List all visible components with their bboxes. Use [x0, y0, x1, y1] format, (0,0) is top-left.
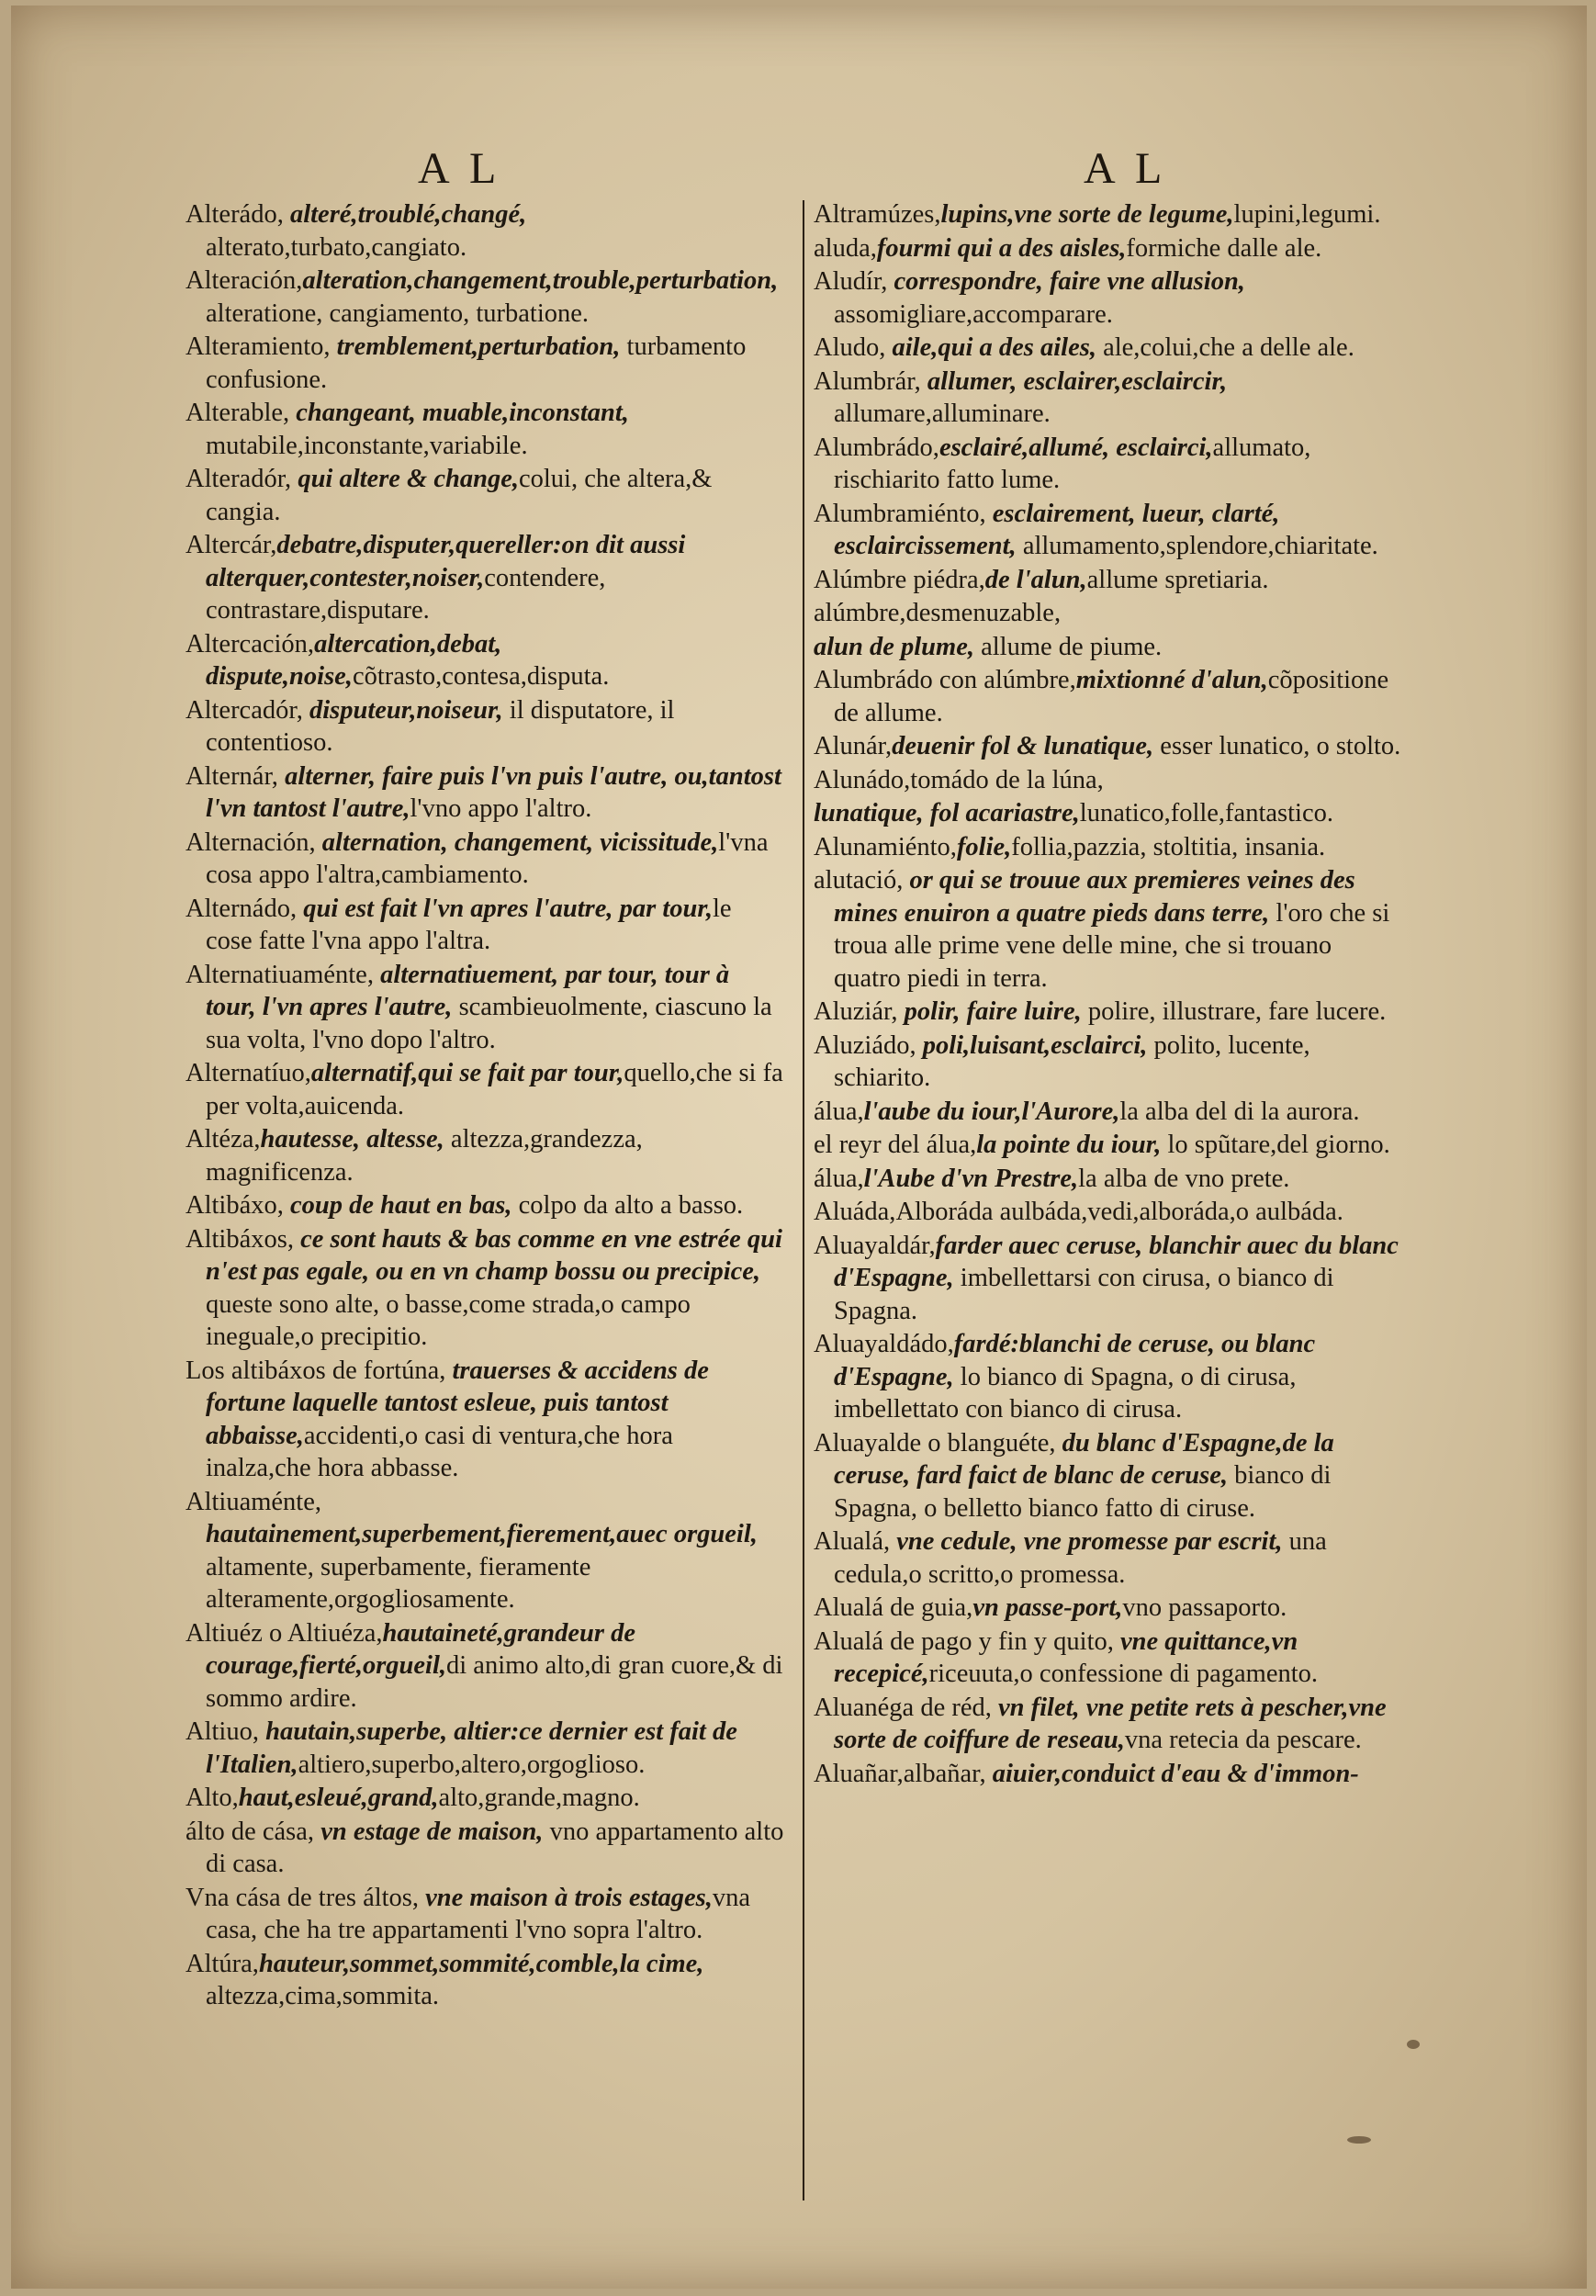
dictionary-entry [185, 1123, 784, 1188]
italian-gloss: esser lunatico, o stolto. [1153, 732, 1401, 760]
french-gloss: trauerses & accidens de fortune laquelle tantost esleue, puis tantost abbaisse, [206, 1356, 709, 1450]
headword: Aluanéga de réd, [814, 1693, 992, 1722]
french-gloss: lunatique, fol acariastre, [814, 799, 1080, 827]
french-gloss: vn filet, vne petite rets à pescher,vne sorte de coiffure de reseau, [834, 1693, 1387, 1754]
italian-gloss: allume de piume. [973, 632, 1163, 661]
headword: Aluziádo, [814, 1030, 916, 1060]
dictionary-entry [814, 265, 1401, 331]
french-gloss: alternatif,qui se fait par tour, [310, 1059, 624, 1087]
french-gloss: changeant, muable,inconstant, [289, 399, 629, 427]
french-gloss: esclairé,allumé, esclairci, [938, 433, 1213, 462]
headword: Altéza, [185, 1125, 261, 1154]
dictionary-entry [814, 1196, 1401, 1229]
french-gloss: hautesse, altesse, [260, 1125, 444, 1154]
dictionary-entry [814, 1096, 1401, 1129]
french-gloss: haut,esleué,grand, [238, 1784, 439, 1812]
dictionary-entry [185, 694, 784, 760]
headword: Alternación, [185, 827, 316, 857]
italian-gloss: allumamento,splendore,chiaritate. [1016, 532, 1378, 560]
headword: alúmbre, [814, 599, 906, 627]
italian-gloss: alto,grande,magno. [438, 1784, 640, 1812]
headword: Aludír, [814, 267, 888, 296]
headword: Alternár, [185, 761, 278, 791]
french-gloss: altercation,debat, dispute,noise, [206, 629, 502, 691]
italian-gloss: polire, illustrare, fare lucere. [1081, 997, 1387, 1026]
dictionary-entry [814, 432, 1401, 497]
french-gloss: hauteur,sommet,sommité,comble,la cime, [258, 1949, 704, 1978]
headword: Alteramiento, [185, 332, 331, 361]
dictionary-entry [185, 1716, 784, 1781]
headword: Aluáda, [814, 1198, 896, 1226]
headword: Altibáxos, [185, 1224, 294, 1254]
french-gloss: vn estage de maison, [314, 1817, 544, 1846]
dictionary-entry [814, 1626, 1401, 1691]
dictionary-entry [814, 366, 1401, 431]
dictionary-entry [185, 1486, 784, 1616]
dictionary-entry [814, 232, 1401, 265]
dictionary-entry [185, 529, 784, 627]
headword: Altercár, [185, 531, 277, 559]
italian-gloss: queste sono alte, o basse,come strada,o campo ineguale,o precipitio. [206, 1289, 691, 1351]
dictionary-entry [814, 198, 1401, 231]
italian-gloss: l'vno appo l'altro. [410, 794, 592, 823]
italian-gloss: di animo alto,di gran cuore,& di sommo ardire. [206, 1651, 783, 1713]
headword: Alterable, [185, 399, 290, 427]
headword: Alterádo, [185, 200, 284, 229]
dictionary-entry [185, 893, 784, 958]
dictionary-entry [814, 631, 1401, 664]
italian-gloss: altiero,superbo,altero,orgoglioso. [298, 1750, 646, 1779]
headword: Altercación, [185, 629, 315, 658]
dictionary-entry [185, 628, 784, 693]
dictionary-entry [185, 1948, 784, 2013]
headword: Alumbrár, [814, 366, 921, 396]
french-gloss: qui altere & change, [291, 465, 519, 493]
french-gloss: deuenir fol & lunatique, [892, 732, 1154, 760]
italian-gloss: cõpositione de allume. [834, 666, 1389, 727]
headword: Alternatiuaménte, [185, 960, 374, 989]
italian-gloss: allumato, rischiarito fatto lume. [834, 433, 1311, 494]
italian-gloss: la alba del di la aurora. [1119, 1097, 1360, 1126]
dictionary-entry [814, 831, 1401, 864]
french-gloss: farder auec ceruse, blanchir auec du blanc d'Espagne, [834, 1231, 1399, 1292]
headword: Altramúzes, [814, 200, 941, 229]
dictionary-entry [185, 1882, 784, 1947]
italian-gloss: assomigliare,accomparare. [834, 299, 1113, 329]
italian-gloss: lupini,legumi. [1233, 200, 1381, 229]
headword: Aluayaldár, [814, 1231, 936, 1260]
dictionary-page [11, 6, 1587, 2289]
italian-gloss: il disputatore, il contentioso. [206, 695, 675, 757]
italian-gloss: polito, lucente, schiarito. [834, 1030, 1310, 1092]
dictionary-entry [185, 397, 784, 462]
dictionary-entry [814, 1129, 1401, 1162]
french-gloss: alteré,troublé,changé, [283, 200, 527, 229]
dictionary-entry [814, 498, 1401, 563]
dictionary-entry [814, 1030, 1401, 1095]
headword: Alunádo, [814, 765, 911, 794]
headword: el reyr del álua, [814, 1131, 977, 1159]
french-gloss: de l'alun, [984, 565, 1087, 594]
italian-gloss: la alba de vno prete. [1078, 1164, 1290, 1193]
headword: Alternatíuo, [185, 1059, 311, 1087]
french-gloss: alteration,changement,trouble,perturbation, [302, 266, 779, 295]
dictionary-entry [185, 1355, 784, 1485]
italian-gloss: contendere, contrastare,disputare. [206, 563, 606, 625]
italian-gloss: cõtrasto,contesa,disputa. [352, 662, 610, 691]
column-divider [803, 200, 804, 2200]
italian-gloss: l'vna cosa appo l'altra,cambiamento. [206, 827, 769, 889]
headword: Alumbramiénto, [814, 499, 986, 528]
dictionary-entry [185, 1617, 784, 1716]
italian-gloss: lo bianco di Spagna, o di cirusa, imbellettato con bianco di cirusa. [834, 1362, 1297, 1424]
dictionary-entry [185, 1816, 784, 1881]
french-gloss: la pointe du iour, [976, 1131, 1162, 1159]
headword: álua, [814, 1097, 864, 1126]
dictionary-entry [814, 864, 1401, 995]
headword: Alunár, [814, 732, 893, 760]
french-gloss: polir, faire luire, [897, 997, 1082, 1026]
headword: Alualá de pago y fin y quito, [814, 1626, 1114, 1656]
french-gloss: vne maison à trois estages, [419, 1883, 713, 1912]
french-gloss: poli,luisant,esclairci, [916, 1030, 1148, 1060]
french-gloss: alternation, changement, vicissitude, [315, 827, 719, 857]
italian-gloss: vna casa, che ha tre appartamenti l'vno sopra l'altro. [206, 1883, 751, 1944]
french-gloss: alternatiuement, par tour, tour à tour, l'vn apres l'autre, [206, 960, 730, 1021]
dictionary-entry [185, 1057, 784, 1122]
italian-gloss: lunatico,folle,fantastico. [1079, 799, 1333, 827]
french-gloss: correspondre, faire vne allusion, [887, 267, 1245, 296]
dictionary-entry [814, 597, 1401, 630]
italian-gloss: accidenti,o casi di ventura,che hora inalza,che hora abbasse. [206, 1421, 673, 1482]
french-gloss: tremblement,perturbation, [330, 332, 621, 361]
italian-gloss: altezza,grandezza, magnificenza. [206, 1125, 643, 1187]
italian-gloss: altamente, superbamente, fieramente alteramente,orgogliosamente. [206, 1552, 591, 1614]
italian-gloss: altezza,cima,sommita. [206, 1982, 440, 2010]
headword: Alualá, [814, 1527, 891, 1556]
dictionary-entry [814, 797, 1401, 830]
headword: Alumbrádo con alúmbre, [814, 666, 1076, 694]
ink-blot [1347, 2136, 1371, 2144]
italian-gloss: bianco di Spagna, o belletto bianco fatto di ciruse. [834, 1461, 1332, 1523]
headword: Altiuéz o Altiuéza, [185, 1618, 383, 1648]
italian-gloss: una cedula,o scritto,o promessa. [834, 1527, 1327, 1589]
italian-gloss: desmenuzable, [905, 599, 1062, 627]
header-left: A L [418, 144, 502, 193]
italian-gloss: Alboráda aulbáda,vedi,alboráda,o aulbáda. [895, 1198, 1343, 1226]
headword: Altúra, [185, 1949, 259, 1978]
italian-gloss: follia,pazzia, stoltitia, insania. [1011, 832, 1326, 861]
header-right: A L [1084, 144, 1168, 193]
french-gloss: or qui se trouue aux premieres veines des mines enuiron a quatre pieds dans terre, [834, 866, 1355, 928]
dictionary-entry [814, 1525, 1401, 1591]
dictionary-entry [814, 1427, 1401, 1525]
headword: Alunamiénto, [814, 832, 957, 861]
headword: Alternádo, [185, 894, 298, 923]
headword: Alteradór, [185, 465, 292, 493]
french-gloss: ce sont hauts & bas comme en vne estrée qui n'est pas egale, ou en vn champ bossu ou precipice, [206, 1224, 782, 1286]
french-gloss: coup de haut en bas, [283, 1191, 512, 1220]
french-gloss: l'Aube d'vn Prestre, [863, 1164, 1079, 1193]
dictionary-entry [814, 564, 1401, 597]
headword: Aluayalde o blanguéte, [814, 1428, 1056, 1458]
french-gloss: l'aube du iour,l'Aurore, [863, 1097, 1120, 1126]
headword: Altibáxo, [185, 1191, 284, 1220]
french-gloss: fardé:blanchi de ceruse, ou blanc d'Espagne, [834, 1330, 1316, 1391]
italian-gloss: alterato,turbato,cangiato. [206, 232, 467, 262]
headword: Vna cása de tres áltos, [185, 1883, 420, 1912]
italian-gloss: allume spretiaria. [1086, 565, 1269, 594]
french-gloss: vne cedule, vne promesse par escrit, [890, 1527, 1283, 1556]
french-gloss: qui est fait l'vn apres l'autre, par tour, [297, 894, 713, 923]
headword: Los altibáxos de fortúna, [185, 1356, 446, 1385]
dictionary-entry [185, 760, 784, 826]
headword: Altiuo, [185, 1717, 259, 1746]
french-gloss: hautain,superbe, altier:ce dernier est fait de l'Italien, [206, 1717, 737, 1779]
italian-gloss: vna retecia da pescare. [1124, 1726, 1362, 1754]
italian-gloss: vno passaporto. [1122, 1593, 1287, 1622]
dictionary-entry [814, 332, 1401, 365]
dictionary-entry [814, 1692, 1401, 1757]
french-gloss: hautainement,superbement,fierement,auec orgueil, [206, 1520, 758, 1548]
dictionary-entry [814, 1592, 1401, 1625]
dictionary-entry [185, 1782, 784, 1815]
dictionary-entry [185, 463, 784, 528]
italian-gloss: tomádo de la lúna, [910, 765, 1104, 794]
italian-gloss: formiche dalle ale. [1126, 233, 1322, 263]
french-gloss: aile,qui a des ailes, [885, 333, 1096, 362]
italian-gloss: colui, che altera,& cangia. [206, 465, 713, 526]
headword: Altiuaménte, [185, 1487, 321, 1516]
dictionary-entry [814, 996, 1401, 1029]
right-column [814, 198, 1401, 1791]
french-gloss: du blanc d'Espagne,de la ceruse, fard faict de blanc de ceruse, [834, 1428, 1334, 1490]
headword: Aluayaldádo, [814, 1330, 954, 1358]
left-column [185, 198, 784, 2014]
french-gloss: debatre,disputer,quereller:on dit aussi alterquer,contester,noiser, [206, 531, 686, 592]
italian-gloss: scambieuolmente, ciascuno la sua volta, l'vno dopo l'altro. [206, 993, 772, 1054]
french-gloss: vne quittance,vn recepicé, [834, 1626, 1298, 1688]
dictionary-entry [814, 730, 1401, 763]
italian-gloss: riceuuta,o confessione di pagamento. [928, 1660, 1319, 1688]
dictionary-entry [185, 959, 784, 1057]
french-gloss: hautaineté,grandeur de courage,fierté,orgueil, [206, 1618, 636, 1680]
headword: Alto, [185, 1784, 239, 1812]
italian-gloss: imbellettarsi con cirusa, o bianco di Spagna. [834, 1264, 1334, 1325]
headword: aluda, [814, 233, 877, 263]
italian-gloss: quello,che si fa per volta,auicenda. [206, 1059, 783, 1120]
italian-gloss: mutabile,inconstante,variabile. [206, 431, 528, 460]
headword: Aluañar,albañar, [814, 1759, 986, 1788]
french-gloss: vn passe-port, [972, 1593, 1123, 1622]
italian-gloss: ale,colui,che a delle ale. [1096, 333, 1354, 362]
french-gloss: mixtionné d'alun, [1075, 666, 1268, 694]
french-gloss: alterner, faire puis l'vn puis l'autre, ou,tantost l'vn tantost l'autre, [206, 761, 781, 823]
dictionary-entry [814, 1758, 1401, 1791]
dictionary-entry [814, 1328, 1401, 1426]
dictionary-entry [814, 1230, 1401, 1328]
french-gloss: aiuier,conduict d'eau & d'immon- [985, 1759, 1359, 1788]
headword: álua, [814, 1164, 864, 1193]
headword: Aludo, [814, 333, 886, 362]
italian-gloss: colpo da alto a basso. [511, 1191, 744, 1220]
french-gloss: esclairement, lueur, clarté, esclaircissement, [834, 499, 1280, 560]
italian-gloss: l'oro che si troua alle prime vene delle mine, che si trouano quatro piedi in terra. [834, 898, 1390, 993]
french-gloss: allumer, esclairer,esclaircir, [920, 366, 1228, 396]
headword: alutació, [814, 866, 904, 895]
headword: Alumbrádo, [814, 433, 939, 462]
french-gloss: lupins,vne sorte de legume, [940, 200, 1234, 229]
dictionary-entry [185, 1189, 784, 1222]
french-gloss: alun de plume, [814, 632, 974, 661]
french-gloss: fourmi qui a des aisles, [876, 233, 1127, 263]
italian-gloss: vno appartamento alto di casa. [206, 1817, 784, 1878]
dictionary-entry [185, 827, 784, 892]
italian-gloss: turbamento confusione. [206, 332, 747, 394]
italian-gloss: allumare,alluminare. [834, 400, 1051, 428]
dictionary-entry [185, 264, 784, 330]
headword: Alualá de guia, [814, 1593, 973, 1622]
french-gloss: disputeur,noiseur, [302, 695, 503, 725]
dictionary-entry [814, 764, 1401, 797]
dictionary-entry [185, 198, 784, 264]
headword: Alteración, [185, 266, 303, 295]
headword: Alúmbre piédra, [814, 565, 985, 594]
dictionary-entry [814, 1163, 1401, 1196]
dictionary-entry [185, 331, 784, 396]
headword: Altercadór, [185, 695, 303, 725]
italian-gloss: le cose fatte l'vna appo l'altra. [206, 894, 732, 955]
headword: Aluziár, [814, 997, 898, 1026]
italian-gloss: alteratione, cangiamento, turbatione. [206, 298, 590, 328]
ink-blot [1407, 2040, 1420, 2049]
french-gloss: folie, [956, 832, 1012, 861]
headword: álto de cása, [185, 1817, 315, 1846]
italian-gloss: lo spũtare,del giorno. [1161, 1131, 1390, 1159]
dictionary-entry [185, 1223, 784, 1354]
dictionary-entry [814, 664, 1401, 729]
